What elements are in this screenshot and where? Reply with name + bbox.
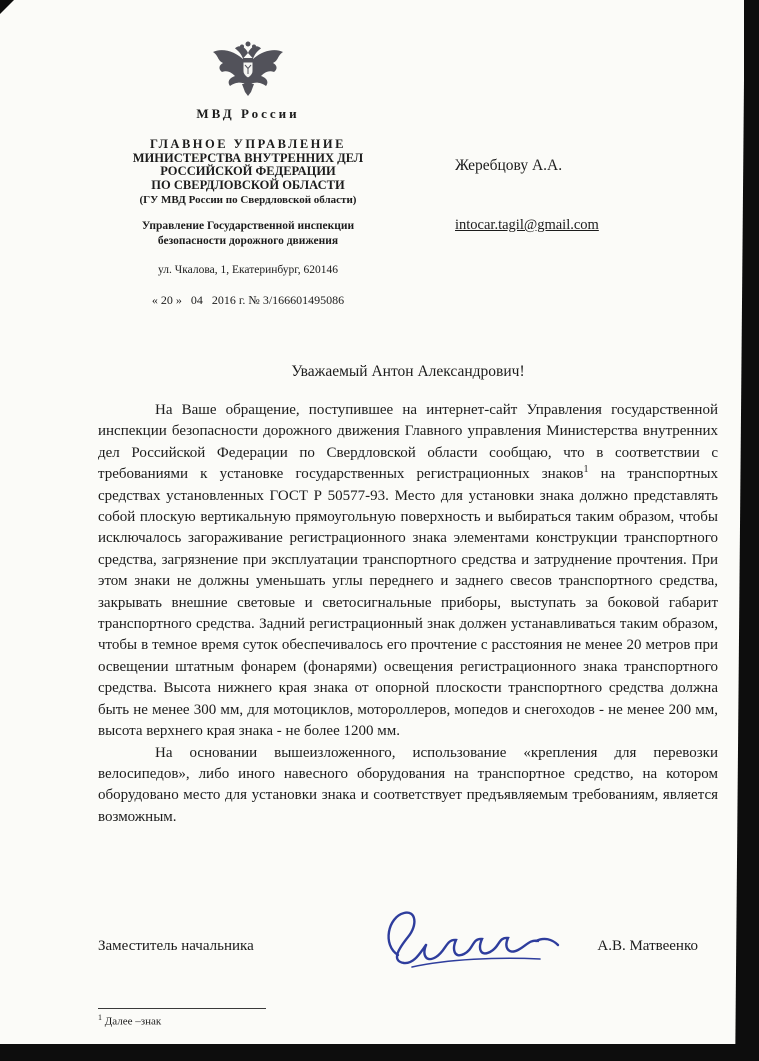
org-name: МВД России xyxy=(196,106,300,121)
scan-corner-artifact xyxy=(0,0,14,14)
org-title-line: ПО СВЕРДЛОВСКОЙ ОБЛАСТИ xyxy=(151,177,345,192)
org-title-line: МИНИСТЕРСТВА ВНУТРЕННИХ ДЕЛ xyxy=(132,150,364,165)
footnote-reference: 1 xyxy=(583,464,589,476)
signer-name: А.В. Матвеенко xyxy=(597,938,698,954)
department-name xyxy=(88,219,408,248)
addressee-name: Жеребцову А.А. xyxy=(455,157,563,174)
org-title-line: ГЛАВНОЕ УПРАВЛЕНИЕ xyxy=(150,137,346,151)
scan-edge-bottom xyxy=(0,1044,759,1061)
addressee-email: intocar.tagil@gmail.com xyxy=(455,217,599,233)
handwritten-signature xyxy=(368,893,578,993)
org-title-line: РОССИЙСКОЙ ФЕДЕРАЦИИ xyxy=(160,164,336,178)
org-address: ул. Чкалова, 1, Екатеринбург, 620146 xyxy=(158,264,338,276)
date-and-reference-number: « 20 » 04 2016 г. № 3/166601495086 xyxy=(151,293,345,307)
department-line: Управление Государственной инспекции xyxy=(141,220,355,232)
org-abbreviation: (ГУ МВД России по Свердловской области) xyxy=(139,194,357,206)
department-line: безопасности дорожного движения xyxy=(157,234,339,247)
paragraph-2: На основании вышеизложенного, использование «крепления для перевозки велосипедов», либо иного навесного оборудования на транспортное средство, на котором оборудовано место для установки знака и соответствует предъявляемым требованиям, является возможным. xyxy=(98,744,718,825)
mvd-eagle-emblem-icon xyxy=(88,40,408,102)
signer-position: Заместитель начальника xyxy=(98,938,254,954)
salutation: Уважаемый Антон Александрович! xyxy=(291,363,525,380)
footnote xyxy=(98,1013,161,1028)
letterhead xyxy=(88,40,408,308)
letter-body xyxy=(98,400,718,828)
footnote-divider xyxy=(98,1008,266,1009)
footnote-marker: 1 xyxy=(98,1013,102,1022)
paragraph-1 xyxy=(98,400,718,743)
paragraph-1-text: На Ваше обращение, поступившее на интернет-сайт Управления государственной инспекции безопасности дорожного движения Главного управления Министерства внутренних дел Российской Федерации по Свердловской области сообщаю, что в соответствии с требованиями к установке государственных регистрационных знаков xyxy=(98,402,718,483)
paragraph-1-text: на транспортных средствах установленных ГОСТ Р 50577-93. Место для установки знака должно представлять собой плоскую вертикальную прямоугольную поверхность и выбираться таким образом, чтобы исключалось загораживание регистрационного знака элементами конструкции транспортного средства, загрязнение при эксплуатации транспортного средства и затруднение прочтения. При этом знаки не должны уменьшать углы переднего и заднего свесов транспортного средства, закрывать внешние световые и светосигнальные приборы, выступать за боковой габарит транспортного средства. Задний регистрационный знак должен устанавливаться таким образом, чтобы в темное время суток обеспечивалось его прочтение с расстояния не менее 20 метров при освещении штатным фонарем (фонарями) освещения регистрационного знака транспортного средства. Высота нижнего края знака от опорной плоскости транспортного средства должна быть не менее 300 мм, для мотоциклов, мотороллеров, мопедов и снегоходов - не менее 200 мм, высота верхнего края знака - не более 1200 мм. xyxy=(98,466,718,740)
footnote-text: Далее –знак xyxy=(102,1015,162,1028)
